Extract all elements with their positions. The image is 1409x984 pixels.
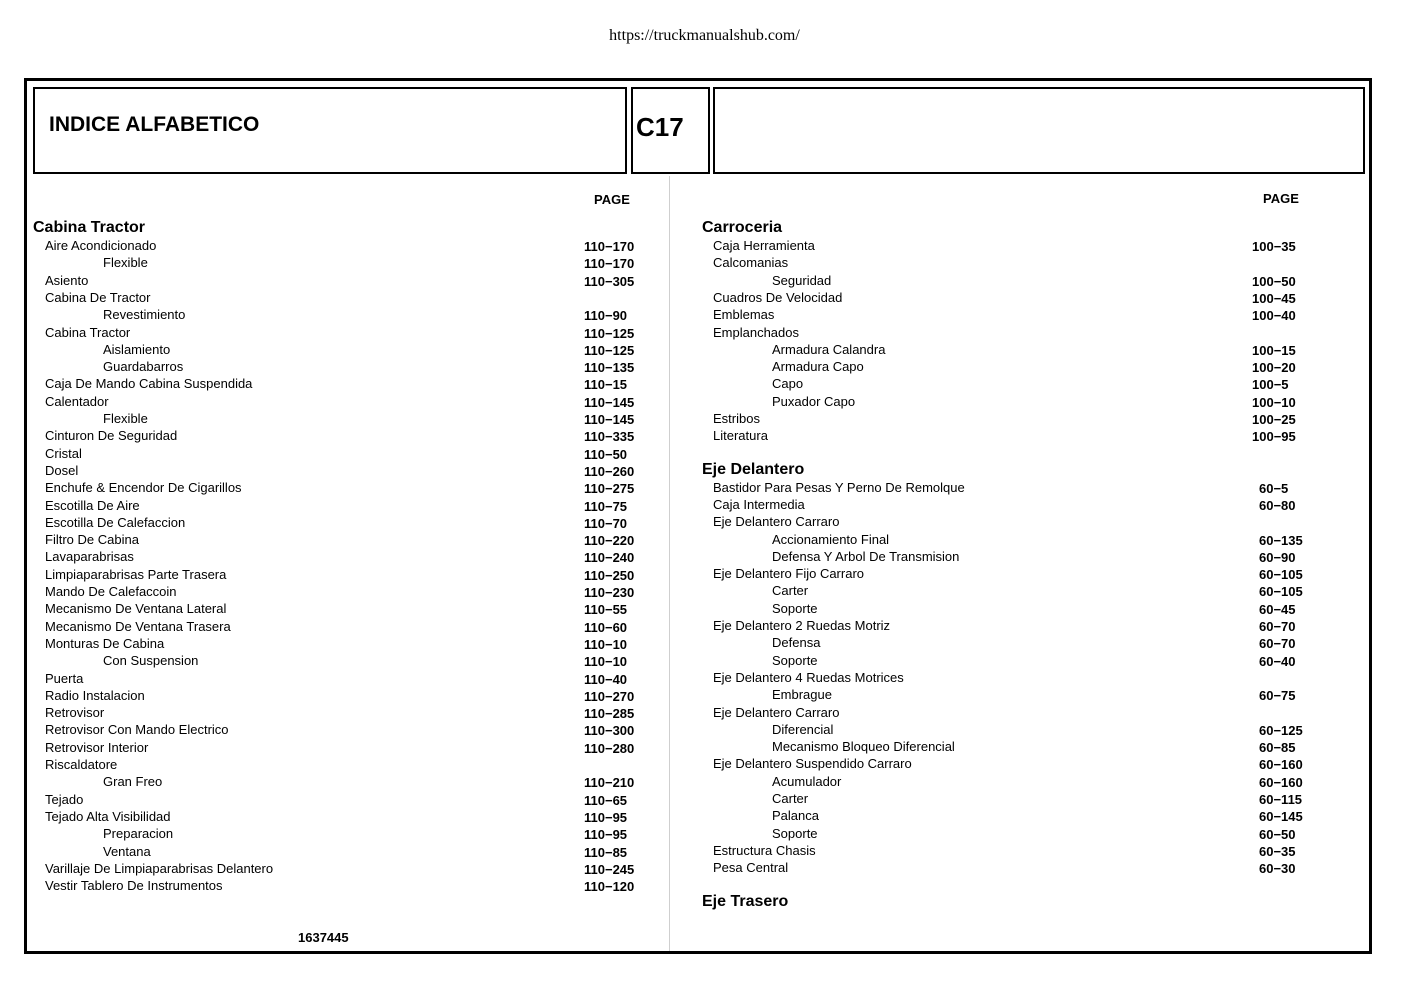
index-entry: Eje Delantero 2 Ruedas Motriz	[713, 618, 891, 633]
index-page-ref: 110−125	[584, 325, 635, 341]
index-entry: Filtro De Cabina	[45, 532, 139, 548]
index-page-ref: 110−220	[584, 533, 635, 549]
index-page-ref: 110−125	[584, 342, 635, 358]
index-entry: Cabina De Tractor	[45, 289, 151, 305]
index-page-ref: 110−60	[584, 619, 628, 635]
index-entry: Eje Delantero Fijo Carraro	[713, 566, 865, 582]
index-page-ref: 110−95	[584, 827, 628, 843]
index-entry: Pesa Central	[713, 860, 789, 876]
index-entry: Tejado Alta Visibilidad	[45, 808, 171, 824]
index-entry: Mando De Calefaccoin	[45, 584, 177, 599]
index-entry: Aislamiento	[103, 341, 171, 357]
section-heading: Eje Delantero	[702, 460, 805, 478]
index-entry: Estructura Chasis	[713, 842, 816, 858]
index-page-ref: 110−135	[584, 360, 635, 376]
index-entry: Ventana	[103, 843, 151, 859]
index-page-ref: 60−50	[1259, 826, 1296, 842]
index-page-ref: 110−65	[584, 792, 628, 808]
index-entry: Palanca	[772, 808, 819, 824]
page-frame	[24, 78, 1372, 954]
index-page-ref: 60−125	[1259, 722, 1303, 738]
index-entry: Accionamiento Final	[772, 531, 890, 547]
index-entry: Cinturon De Seguridad	[45, 428, 178, 444]
index-page-ref: 60−45	[1259, 601, 1296, 617]
index-entry: Cuadros De Velocidad	[713, 289, 843, 305]
section-heading: Eje Trasero	[702, 892, 789, 910]
index-entry: Eje Delantero Carraro	[713, 514, 840, 530]
index-entry: Soporte	[772, 652, 818, 668]
index-page-ref: 110−275	[584, 481, 635, 497]
index-page-ref: 60−160	[1259, 774, 1303, 790]
section-code-box	[631, 87, 710, 174]
index-entry: Retrovisor Con Mando Electrico	[45, 722, 229, 738]
index-page-ref: 110−145	[584, 412, 635, 427]
index-page-ref: 110−75	[584, 498, 628, 514]
index-entry: Carter	[772, 791, 809, 806]
index-page-ref: 60−105	[1259, 567, 1303, 583]
index-page-ref: 110−210	[584, 775, 635, 791]
index-page-ref: 60−5	[1259, 480, 1289, 496]
index-entry: Acumulador	[772, 773, 842, 789]
index-entry: Emblemas	[713, 307, 775, 323]
index-page-ref: 110−305	[584, 273, 635, 289]
index-page-ref: 110−95	[584, 809, 628, 825]
index-page-ref: 110−170	[584, 239, 635, 254]
index-entry: Eje Delantero 4 Ruedas Motrices	[713, 669, 904, 685]
index-entry: Con Suspension	[103, 653, 199, 669]
header-blank-box	[713, 87, 1365, 174]
index-entry: Eje Delantero Carraro	[713, 704, 840, 720]
index-page-ref: 110−55	[584, 602, 628, 618]
index-page-ref: 110−280	[584, 740, 635, 756]
index-page-ref: 60−135	[1259, 532, 1303, 548]
index-page-ref: 100−95	[1252, 429, 1296, 445]
title-box	[33, 87, 627, 174]
index-page-ref: 60−70	[1259, 619, 1296, 634]
index-entry: Vestir Tablero De Instrumentos	[45, 878, 223, 894]
index-entry: Flexible	[103, 411, 148, 426]
index-page-ref: 100−25	[1252, 412, 1296, 427]
page-title: INDICE ALFABETICO	[49, 113, 260, 136]
index-entry: Gran Freo	[103, 774, 163, 790]
index-entry: Retrovisor Interior	[45, 739, 149, 755]
index-page-ref: 110−170	[584, 256, 635, 272]
index-page-ref: 60−105	[1259, 584, 1303, 600]
index-page-ref: 110−270	[584, 688, 635, 704]
index-page-ref: 100−15	[1252, 342, 1296, 358]
index-entry: Monturas De Cabina	[45, 635, 165, 651]
index-page-ref: 110−230	[584, 585, 635, 600]
index-page-ref: 60−40	[1259, 653, 1296, 669]
section-heading: Carroceria	[702, 219, 783, 236]
index-page-ref: 60−35	[1259, 843, 1296, 859]
index-entry: Mecanismo De Ventana Lateral	[45, 601, 227, 617]
source-url: https://truckmanualshub.com/	[609, 27, 800, 44]
index-entry: Caja De Mando Cabina Suspendida	[45, 376, 253, 392]
index-entry: Literatura	[713, 428, 768, 444]
index-entry: Caja Herramienta	[713, 238, 815, 253]
index-entry: Puerta	[45, 670, 84, 686]
index-page-ref: 110−90	[584, 308, 628, 324]
index-entry: Seguridad	[772, 272, 832, 288]
index-page-ref: 110−285	[584, 706, 635, 722]
index-entry: Preparacion	[103, 826, 174, 842]
index-entry: Varillaje De Limpiaparabrisas Delantero	[45, 860, 274, 876]
index-entry: Aire Acondicionado	[45, 238, 157, 253]
index-entry: Armadura Calandra	[772, 341, 886, 357]
index-entry: Guardabarros	[103, 359, 184, 375]
left-page-header: PAGE	[594, 192, 630, 207]
column-divider	[669, 176, 670, 951]
index-page-ref: 110−250	[584, 567, 635, 583]
index-page-ref: 100−45	[1252, 290, 1296, 306]
index-entry: Soporte	[772, 825, 818, 841]
index-entry: Eje Delantero Suspendido Carraro	[713, 756, 912, 772]
index-page-ref: 110−120	[584, 879, 635, 895]
index-page-ref: 60−90	[1259, 549, 1296, 565]
index-entry: Defensa Y Arbol De Transmision	[772, 548, 960, 564]
index-entry: Carter	[772, 583, 809, 599]
index-page-ref: 110−40	[584, 671, 628, 687]
index-entry: Limpiaparabrisas Parte Trasera	[45, 566, 227, 582]
index-entry: Dosel	[45, 462, 79, 478]
section-code: C17	[636, 112, 684, 142]
section-heading: Cabina Tractor	[33, 219, 146, 236]
index-page-ref: 110−300	[584, 723, 635, 739]
index-entry: Mecanismo De Ventana Trasera	[45, 618, 231, 634]
index-entry: Capo	[772, 376, 804, 392]
index-page-ref: 60−80	[1259, 497, 1296, 513]
index-entry: Bastidor Para Pesas Y Perno De Remolque	[713, 479, 965, 495]
index-page-ref: 100−40	[1252, 308, 1296, 324]
index-entry: Retrovisor	[45, 705, 105, 721]
index-page-ref: 110−70	[584, 515, 628, 531]
index-entry: Emplanchados	[713, 324, 799, 340]
index-page-ref: 60−75	[1259, 688, 1296, 704]
index-entry: Embrague	[772, 687, 832, 703]
index-page-ref: 100−5	[1252, 377, 1289, 393]
index-page-ref: 60−115	[1259, 792, 1303, 807]
index-entry: Diferencial	[772, 721, 834, 737]
index-entry: Flexible	[103, 255, 148, 271]
index-page-ref: 110−240	[584, 550, 635, 566]
index-entry: Revestimiento	[103, 307, 186, 323]
index-entry: Asiento	[45, 272, 89, 288]
index-page-ref: 60−145	[1259, 809, 1303, 825]
index-entry: Soporte	[772, 600, 818, 616]
index-entry: Calentador	[45, 393, 109, 409]
index-page-ref: 60−160	[1259, 757, 1303, 773]
index-page-ref: 60−30	[1259, 861, 1296, 877]
index-page-ref: 110−245	[584, 861, 635, 877]
index-page-ref: 100−20	[1252, 360, 1296, 376]
index-entry: Armadura Capo	[772, 359, 864, 375]
index-entry: Mecanismo Bloqueo Diferencial	[772, 739, 955, 755]
index-page-ref: 100−50	[1252, 273, 1296, 289]
index-entry: Cristal	[45, 445, 82, 461]
index-entry: Caja Intermedia	[713, 496, 805, 512]
index-entry: Escotilla De Aire	[45, 497, 140, 513]
index-page-ref: 100−10	[1252, 394, 1296, 410]
index-page-ref: 60−85	[1259, 740, 1296, 756]
index-page-ref: 110−15	[584, 377, 628, 393]
index-entry: Enchufe & Encendor De Cigarillos	[45, 480, 242, 496]
index-entry: Puxador Capo	[772, 393, 856, 409]
index-entry: Tejado	[45, 791, 84, 807]
index-page-ref: 110−10	[584, 636, 628, 652]
index-entry: Lavaparabrisas	[45, 549, 134, 565]
right-page-header: PAGE	[1263, 191, 1299, 206]
index-page-ref: 110−85	[584, 844, 628, 860]
index-entry: Defensa	[772, 635, 821, 651]
index-page-ref: 110−10	[584, 654, 628, 670]
index-page-ref: 110−145	[584, 394, 635, 410]
index-entry: Riscaldatore	[45, 757, 118, 772]
index-entry: Radio Instalacion	[45, 687, 145, 703]
index-entry: Cabina Tractor	[45, 324, 131, 340]
index-entry: Escotilla De Calefaccion	[45, 514, 186, 530]
index-entry: Estribos	[713, 411, 760, 426]
index-page-ref: 110−335	[584, 429, 635, 445]
index-page-ref: 100−35	[1252, 239, 1296, 254]
index-page-ref: 110−260	[584, 463, 635, 479]
document-number: 1637445	[298, 930, 349, 945]
index-page-ref: 110−50	[584, 446, 628, 462]
index-entry: Calcomanias	[713, 255, 789, 271]
index-page-ref: 60−70	[1259, 636, 1296, 652]
